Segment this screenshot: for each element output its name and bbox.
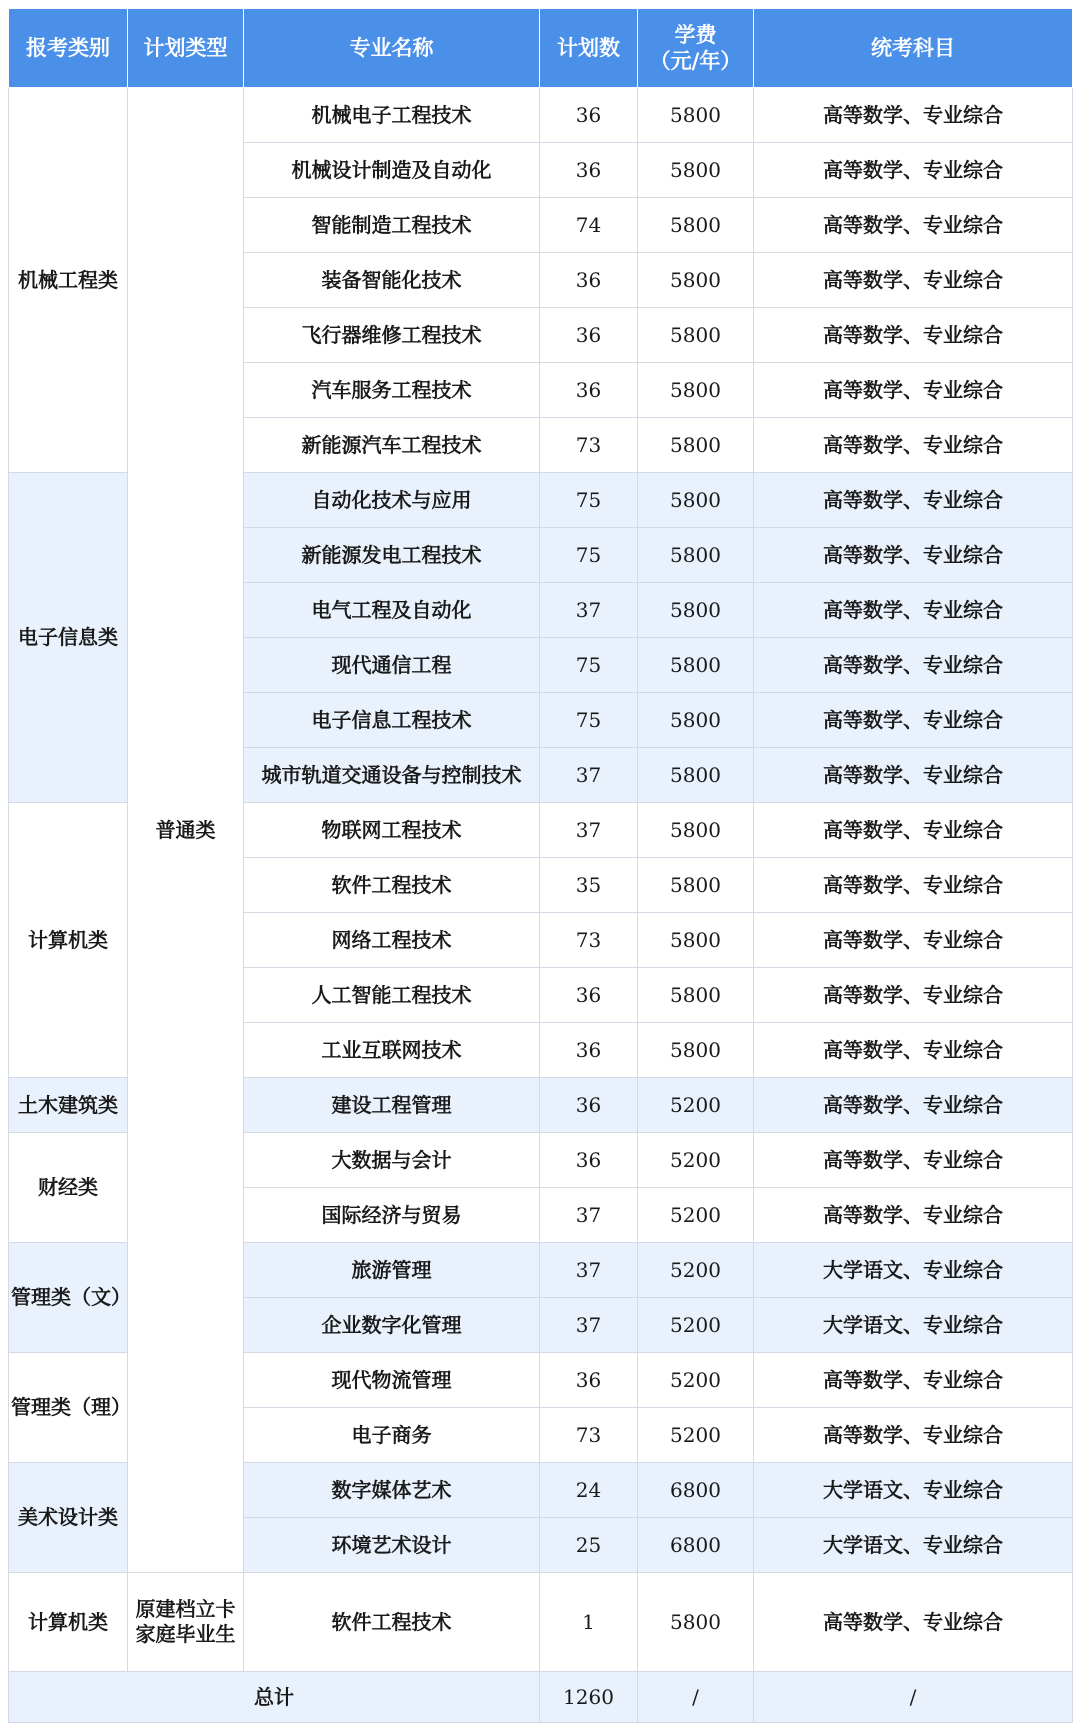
fee-cell: 5200 bbox=[638, 1353, 754, 1408]
exam-cell: 高等数学、专业综合 bbox=[754, 748, 1073, 803]
plan-type-special-cell bbox=[128, 1573, 244, 1672]
exam-cell: 高等数学、专业综合 bbox=[754, 528, 1073, 583]
exam-cell: 高等数学、专业综合 bbox=[754, 803, 1073, 858]
count-cell: 37 bbox=[540, 1298, 638, 1353]
exam-cell: 高等数学、专业综合 bbox=[754, 913, 1073, 968]
category-cell: 机械工程类 bbox=[9, 88, 128, 473]
exam-cell: 高等数学、专业综合 bbox=[754, 308, 1073, 363]
count-cell: 35 bbox=[540, 858, 638, 913]
exam-cell: 高等数学、专业综合 bbox=[754, 638, 1073, 693]
exam-cell: 高等数学、专业综合 bbox=[754, 1188, 1073, 1243]
major-cell: 软件工程技术 bbox=[244, 858, 540, 913]
header-exam: 统考科目 bbox=[754, 9, 1073, 88]
fee-cell: 5800 bbox=[638, 418, 754, 473]
count-cell: 74 bbox=[540, 198, 638, 253]
major-cell: 软件工程技术 bbox=[244, 1573, 540, 1672]
fee-cell: 5800 bbox=[638, 968, 754, 1023]
fee-cell: 5200 bbox=[638, 1078, 754, 1133]
exam-cell: 高等数学、专业综合 bbox=[754, 968, 1073, 1023]
count-cell: 37 bbox=[540, 1188, 638, 1243]
major-cell: 现代通信工程 bbox=[244, 638, 540, 693]
count-cell: 36 bbox=[540, 253, 638, 308]
count-cell: 37 bbox=[540, 1243, 638, 1298]
fee-cell: 5800 bbox=[638, 858, 754, 913]
plan-type-special-line2: 家庭毕业生 bbox=[135, 1622, 236, 1646]
count-cell: 73 bbox=[540, 1408, 638, 1463]
fee-cell: 5800 bbox=[638, 253, 754, 308]
fee-cell: 5200 bbox=[638, 1133, 754, 1188]
count-cell: 36 bbox=[540, 143, 638, 198]
count-cell: 37 bbox=[540, 748, 638, 803]
major-cell: 旅游管理 bbox=[244, 1243, 540, 1298]
fee-cell: 5800 bbox=[638, 363, 754, 418]
fee-cell: 6800 bbox=[638, 1518, 754, 1573]
major-cell: 机械设计制造及自动化 bbox=[244, 143, 540, 198]
fee-cell: 5800 bbox=[638, 198, 754, 253]
category-cell: 计算机类 bbox=[9, 1573, 128, 1672]
major-cell: 汽车服务工程技术 bbox=[244, 363, 540, 418]
exam-cell: 高等数学、专业综合 bbox=[754, 418, 1073, 473]
major-cell: 自动化技术与应用 bbox=[244, 473, 540, 528]
major-cell: 新能源汽车工程技术 bbox=[244, 418, 540, 473]
count-cell: 37 bbox=[540, 583, 638, 638]
category-cell: 土木建筑类 bbox=[9, 1078, 128, 1133]
count-cell: 24 bbox=[540, 1463, 638, 1518]
exam-cell: 高等数学、专业综合 bbox=[754, 693, 1073, 748]
major-cell: 工业互联网技术 bbox=[244, 1023, 540, 1078]
count-cell: 36 bbox=[540, 1078, 638, 1133]
category-cell: 美术设计类 bbox=[9, 1463, 128, 1573]
exam-cell: 高等数学、专业综合 bbox=[754, 1133, 1073, 1188]
category-cell: 财经类 bbox=[9, 1133, 128, 1243]
total-count: 1260 bbox=[540, 1672, 638, 1723]
count-cell: 75 bbox=[540, 638, 638, 693]
count-cell: 36 bbox=[540, 968, 638, 1023]
fee-cell: 5800 bbox=[638, 693, 754, 748]
major-cell: 新能源发电工程技术 bbox=[244, 528, 540, 583]
fee-cell: 5800 bbox=[638, 913, 754, 968]
header-row bbox=[9, 9, 1073, 88]
exam-cell: 高等数学、专业综合 bbox=[754, 583, 1073, 638]
major-cell: 人工智能工程技术 bbox=[244, 968, 540, 1023]
major-cell: 环境艺术设计 bbox=[244, 1518, 540, 1573]
enrollment-plan-table bbox=[8, 8, 1073, 1723]
plan-type-cell: 普通类 bbox=[128, 88, 244, 1573]
exam-cell: 高等数学、专业综合 bbox=[754, 253, 1073, 308]
exam-cell: 大学语文、专业综合 bbox=[754, 1518, 1073, 1573]
exam-cell: 高等数学、专业综合 bbox=[754, 143, 1073, 198]
fee-cell: 5800 bbox=[638, 528, 754, 583]
header-plan-type: 计划类型 bbox=[128, 9, 244, 88]
fee-cell: 5800 bbox=[638, 143, 754, 198]
fee-cell: 5200 bbox=[638, 1243, 754, 1298]
exam-cell: 大学语文、专业综合 bbox=[754, 1298, 1073, 1353]
fee-cell: 5800 bbox=[638, 583, 754, 638]
count-cell: 75 bbox=[540, 528, 638, 583]
table-row bbox=[9, 1573, 1073, 1672]
category-cell: 管理类（文） bbox=[9, 1243, 128, 1353]
table-row bbox=[9, 88, 1073, 143]
exam-cell: 高等数学、专业综合 bbox=[754, 473, 1073, 528]
fee-cell: 5800 bbox=[638, 88, 754, 143]
major-cell: 飞行器维修工程技术 bbox=[244, 308, 540, 363]
fee-cell: 5800 bbox=[638, 473, 754, 528]
exam-cell: 高等数学、专业综合 bbox=[754, 1078, 1073, 1133]
major-cell: 大数据与会计 bbox=[244, 1133, 540, 1188]
major-cell: 城市轨道交通设备与控制技术 bbox=[244, 748, 540, 803]
category-cell: 计算机类 bbox=[9, 803, 128, 1078]
total-label: 总计 bbox=[9, 1672, 540, 1723]
major-cell: 电子商务 bbox=[244, 1408, 540, 1463]
fee-cell: 5800 bbox=[638, 638, 754, 693]
exam-cell: 大学语文、专业综合 bbox=[754, 1243, 1073, 1298]
exam-cell: 高等数学、专业综合 bbox=[754, 1408, 1073, 1463]
count-cell: 36 bbox=[540, 1133, 638, 1188]
total-exam: / bbox=[754, 1672, 1073, 1723]
fee-cell: 6800 bbox=[638, 1463, 754, 1518]
major-cell: 现代物流管理 bbox=[244, 1353, 540, 1408]
exam-cell: 高等数学、专业综合 bbox=[754, 1023, 1073, 1078]
count-cell: 36 bbox=[540, 308, 638, 363]
fee-cell: 5200 bbox=[638, 1298, 754, 1353]
fee-cell: 5200 bbox=[638, 1188, 754, 1243]
fee-cell: 5800 bbox=[638, 748, 754, 803]
exam-cell: 高等数学、专业综合 bbox=[754, 858, 1073, 913]
header-plan-count: 计划数 bbox=[540, 9, 638, 88]
major-cell: 网络工程技术 bbox=[244, 913, 540, 968]
major-cell: 电子信息工程技术 bbox=[244, 693, 540, 748]
plan-type-special-line1: 原建档立卡 bbox=[135, 1597, 236, 1621]
fee-cell: 5800 bbox=[638, 1573, 754, 1672]
exam-cell: 高等数学、专业综合 bbox=[754, 1573, 1073, 1672]
header-tuition-line2: （元/年） bbox=[649, 48, 742, 73]
major-cell: 国际经济与贸易 bbox=[244, 1188, 540, 1243]
total-fee: / bbox=[638, 1672, 754, 1723]
header-tuition bbox=[638, 9, 754, 88]
fee-cell: 5800 bbox=[638, 1023, 754, 1078]
fee-cell: 5800 bbox=[638, 308, 754, 363]
major-cell: 物联网工程技术 bbox=[244, 803, 540, 858]
count-cell: 36 bbox=[540, 1023, 638, 1078]
fee-cell: 5800 bbox=[638, 803, 754, 858]
category-cell: 管理类（理） bbox=[9, 1353, 128, 1463]
exam-cell: 高等数学、专业综合 bbox=[754, 198, 1073, 253]
header-tuition-line1: 学费 bbox=[674, 21, 717, 47]
exam-cell: 大学语文、专业综合 bbox=[754, 1463, 1073, 1518]
exam-cell: 高等数学、专业综合 bbox=[754, 88, 1073, 143]
major-cell: 数字媒体艺术 bbox=[244, 1463, 540, 1518]
major-cell: 电气工程及自动化 bbox=[244, 583, 540, 638]
major-cell: 企业数字化管理 bbox=[244, 1298, 540, 1353]
major-cell: 建设工程管理 bbox=[244, 1078, 540, 1133]
count-cell: 25 bbox=[540, 1518, 638, 1573]
count-cell: 75 bbox=[540, 473, 638, 528]
count-cell: 36 bbox=[540, 1353, 638, 1408]
count-cell: 37 bbox=[540, 803, 638, 858]
fee-cell: 5200 bbox=[638, 1408, 754, 1463]
count-cell: 36 bbox=[540, 363, 638, 418]
count-cell: 36 bbox=[540, 88, 638, 143]
exam-cell: 高等数学、专业综合 bbox=[754, 1353, 1073, 1408]
exam-cell: 高等数学、专业综合 bbox=[754, 363, 1073, 418]
category-cell: 电子信息类 bbox=[9, 473, 128, 803]
count-cell: 73 bbox=[540, 913, 638, 968]
header-category: 报考类别 bbox=[9, 9, 128, 88]
header-major: 专业名称 bbox=[244, 9, 540, 88]
count-cell: 1 bbox=[540, 1573, 638, 1672]
major-cell: 装备智能化技术 bbox=[244, 253, 540, 308]
count-cell: 75 bbox=[540, 693, 638, 748]
major-cell: 智能制造工程技术 bbox=[244, 198, 540, 253]
count-cell: 73 bbox=[540, 418, 638, 473]
major-cell: 机械电子工程技术 bbox=[244, 88, 540, 143]
